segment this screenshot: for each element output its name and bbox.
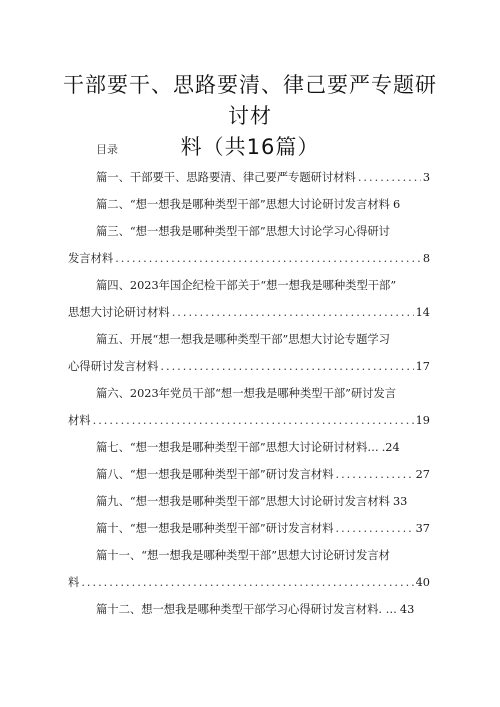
toc-entry-page: 8	[422, 252, 430, 265]
toc-entry-page: 43	[399, 603, 415, 616]
toc-entry-title-continued: 发言材料	[68, 252, 114, 265]
title-line-1: 干部要干、思路要清、律己要严专题研讨材	[63, 73, 437, 128]
toc-entry-title-continued: 材料	[68, 414, 91, 427]
toc-entry-title: 篇九、“想一想我是哪种类型干部”思想大讨论研讨发言材料	[96, 495, 390, 508]
toc-entry-title-continued: 料	[68, 576, 80, 589]
toc-entry[interactable]	[68, 488, 430, 515]
toc-entry-title: 篇四、2023年国企纪检干部关于“想一想我是哪种类型干部”	[96, 279, 397, 292]
toc-entry-page: 14	[415, 306, 430, 319]
table-of-contents	[68, 164, 430, 623]
toc-entry-title: 篇五、开展“想一想我是哪种类型干部”思想大讨论专题学习	[96, 333, 390, 346]
dot-leader	[93, 407, 414, 434]
toc-entry-title: 篇二、“想一想我是哪种类型干部”思想大讨论研讨发言材料	[96, 198, 390, 211]
dot-leader	[81, 569, 413, 596]
toc-entry-page: 6	[392, 198, 401, 211]
toc-entry-title: 篇七、“想一想我是哪种类型干部”思想大讨论研讨材料…	[96, 441, 379, 454]
dot-leader	[358, 164, 421, 191]
toc-entry-page: 17	[415, 360, 430, 373]
toc-entry-page: 40	[415, 576, 430, 589]
toc-entry-title-continued: 心得研讨发言材料	[68, 360, 159, 373]
toc-entry[interactable]	[68, 515, 430, 542]
toc-entry-title: 篇三、“想一想我是哪种类型干部”思想大讨论学习心得研讨	[96, 225, 390, 238]
toc-entry[interactable]	[68, 326, 430, 380]
toc-heading: 目录	[96, 143, 118, 156]
toc-entry[interactable]	[68, 434, 430, 461]
dot-leader	[172, 299, 414, 326]
toc-entry-title: 篇十一、“想一想我是哪种类型干部”思想大讨论研讨发言材	[96, 549, 390, 562]
toc-entry[interactable]	[68, 218, 430, 272]
title-line-2: 料（共16篇）	[180, 135, 320, 159]
toc-entry[interactable]	[68, 380, 430, 434]
dot-leader	[336, 515, 414, 542]
toc-entry[interactable]	[68, 191, 430, 218]
toc-entry-page: 3	[422, 171, 430, 184]
dot-leader	[115, 245, 421, 272]
toc-entry-page: .24	[381, 441, 400, 454]
toc-entry[interactable]	[68, 596, 430, 623]
toc-entry[interactable]	[68, 164, 430, 191]
toc-entry[interactable]	[68, 542, 430, 596]
toc-entry-page: 19	[415, 414, 430, 427]
toc-entry-title: 篇十二、想一想我是哪种类型干部学习心得研讨发言材料. …	[96, 603, 397, 616]
toc-entry-page: 37	[415, 522, 430, 535]
toc-entry[interactable]	[68, 461, 430, 488]
toc-entry-title: 篇八、“想一想我是哪种类型干部”研讨发言材料	[96, 468, 334, 481]
dot-leader	[160, 353, 413, 380]
toc-entry-title: 篇一、干部要干、思路要清、律己要严专题研讨材料	[96, 171, 356, 184]
toc-entry-title: 篇十、“想一想我是哪种类型干部”研讨发言材料	[96, 522, 334, 535]
toc-entry-page: 27	[415, 468, 430, 481]
dot-leader	[336, 461, 414, 488]
toc-entry-page: 33	[392, 495, 408, 508]
toc-entry[interactable]	[68, 272, 430, 326]
toc-entry-title: 篇六、2023年党员干部“想一想我是哪种类型干部”研讨发言	[96, 387, 397, 400]
toc-entry-title-continued: 思想大讨论研讨材料	[68, 306, 170, 319]
